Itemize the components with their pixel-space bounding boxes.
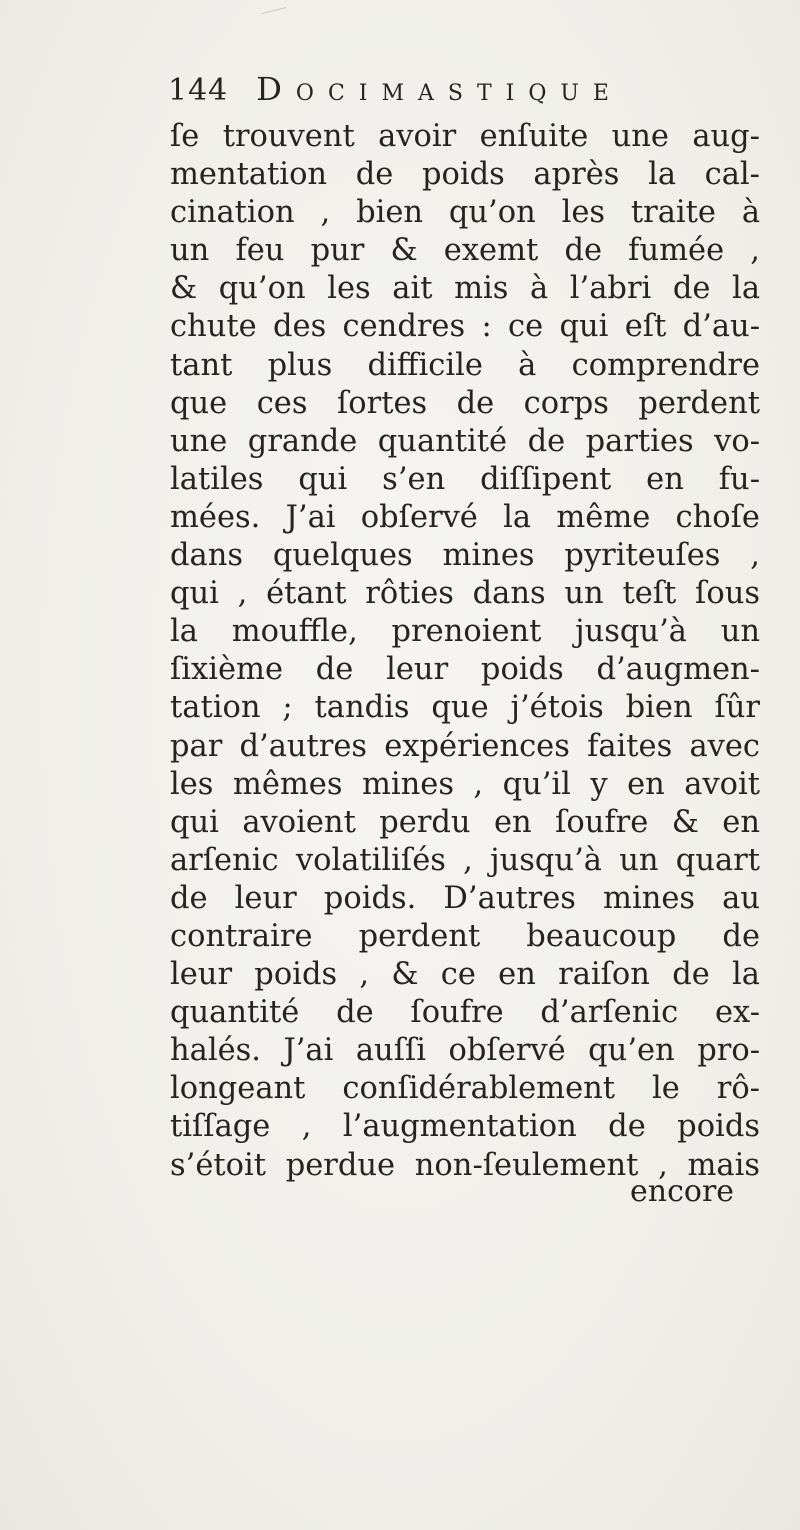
text-line: mées. J’ai obſervé la même choſe — [170, 499, 760, 535]
text-line: quantité de ſoufre d’arſenic ex- — [170, 995, 760, 1031]
text-line: longeant conſidérablement le rô- — [170, 1071, 760, 1107]
paper-mark — [261, 7, 289, 26]
body-text — [170, 118, 760, 1185]
text-line: & qu’on les ait mis à l’abri de la — [170, 271, 760, 307]
text-line: une grande quantité de parties vo- — [170, 423, 760, 459]
text-line: chute des cendres : ce qui eſt d’au- — [170, 309, 760, 345]
text-line: cination , bien qu’on les traite à — [170, 195, 760, 231]
text-line: s’étoit perdue non-ſeulement , mais — [170, 1147, 760, 1183]
text-line: tation ; tandis que j’étois bien ſûr — [170, 690, 760, 726]
running-head: Docimastique — [256, 70, 623, 108]
text-line: latiles qui s’en diſſipent en fu- — [170, 461, 760, 497]
text-line: par d’autres expériences faites avec — [170, 728, 760, 764]
page-header — [168, 70, 688, 114]
text-line: les mêmes mines , qu’il y en avoit — [170, 766, 760, 802]
text-line: la mouffle, prenoient jusqu’à un — [170, 614, 760, 650]
text-line: un feu pur & exemt de fumée , — [170, 233, 760, 269]
text-line: mentation de poids après la cal- — [170, 157, 760, 193]
text-line: qui avoient perdu en ſoufre & en — [170, 804, 760, 840]
text-line: qui , étant rôties dans un teſt ſous — [170, 576, 760, 612]
text-line: ſixième de leur poids d’augmen- — [170, 652, 760, 688]
page-number: 144 — [168, 73, 229, 108]
text-line: tiſſage , l’augmentation de poids — [170, 1109, 760, 1145]
text-line: tant plus difficile à comprendre — [170, 347, 760, 383]
text-line: halés. J’ai auſſi obſervé qu’en pro- — [170, 1033, 760, 1069]
text-line: que ces ſortes de corps perdent — [170, 385, 760, 421]
text-line: contraire perdent beaucoup de — [170, 918, 760, 954]
text-line: ſe trouvent avoir enſuite une aug- — [170, 119, 760, 154]
text-line: leur poids , & ce en raiſon de la — [170, 957, 760, 993]
text-line: arſenic volatiliſés , jusqu’à un quart — [170, 842, 760, 878]
catchword: encore — [630, 1174, 735, 1209]
text-line: de leur poids. D’autres mines au — [170, 880, 760, 916]
text-line: dans quelques mines pyriteuſes , — [170, 538, 760, 574]
